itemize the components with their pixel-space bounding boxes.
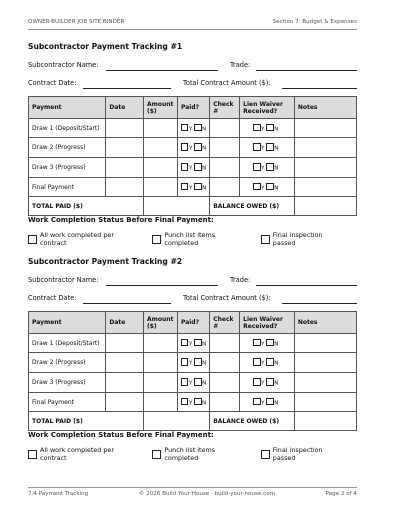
lien-waiver-cell [240,119,295,138]
notes-cell[interactable] [294,138,356,158]
paid-cell [177,138,209,158]
paid-cell [177,334,209,353]
notes-cell[interactable] [294,334,356,353]
total-paid-value[interactable] [143,197,209,216]
column-header: Payment [29,312,106,334]
lien-yes-checkbox[interactable] [253,339,261,347]
payment-label-cell: Draw 2 (Progress) [29,353,106,373]
no-label: N [274,400,279,407]
completion-item[interactable] [152,231,250,247]
lien-yes-checkbox[interactable] [253,143,261,151]
check-number-cell[interactable] [210,334,240,353]
contract-date-field[interactable] [83,88,171,89]
paid-cell [177,353,209,373]
date-cell[interactable] [106,178,144,197]
check-number-cell[interactable] [210,138,240,158]
subcontractor-name-label: Subcontractor Name: [28,61,99,69]
header-divider [28,29,357,30]
no-label: N [202,341,207,348]
yes-label: Y [188,380,193,387]
payment-label-cell: Draw 3 (Progress) [29,158,106,178]
notes-cell[interactable] [294,373,356,393]
total-contract-amount-field[interactable] [282,88,357,89]
yes-label: Y [261,165,265,172]
column-header: Notes [294,97,356,119]
check-number-cell[interactable] [210,158,240,178]
lien-no-checkbox[interactable] [266,143,274,151]
no-label: N [274,165,279,172]
contract-date-label: Contract Date: [28,294,77,302]
check-number-cell[interactable] [210,178,240,197]
no-label: N [274,145,279,152]
page-header [28,19,357,25]
header-section-title: Section 7: Budget & Expenses [272,19,357,25]
footer-section-label: 7.4 Payment Tracking [28,491,89,497]
lien-yes-checkbox[interactable] [253,124,261,132]
contract-row [28,79,357,91]
balance-owed-label: BALANCE OWED ($) [210,197,295,216]
date-cell[interactable] [106,353,144,373]
table-header-row [29,312,357,334]
completion-checklist [28,231,357,247]
date-cell[interactable] [106,334,144,353]
yes-label: Y [261,185,265,192]
column-header: Date [106,312,144,334]
subcontractor-name-label: Subcontractor Name: [28,276,99,284]
date-cell[interactable] [106,158,144,178]
no-label: N [274,360,279,367]
total-contract-amount-label: Total Contract Amount ($): [183,294,271,302]
lien-no-checkbox[interactable] [266,378,274,386]
table-row [29,353,357,373]
balance-owed-value[interactable] [294,197,356,216]
completion-checklist [28,446,357,462]
lien-waiver-cell [240,178,295,197]
check-number-cell[interactable] [210,119,240,138]
paid-cell [177,178,209,197]
payment-label-cell: Draw 1 (Deposit/Start) [29,119,106,138]
table-row [29,119,357,138]
yes-label: Y [188,126,193,133]
paid-no-checkbox[interactable] [194,378,202,386]
payment-label-cell: Draw 2 (Progress) [29,138,106,158]
lien-waiver-cell [240,353,295,373]
paid-cell [177,393,209,412]
paid-no-checkbox[interactable] [194,183,202,191]
yes-label: Y [188,185,193,192]
amount-cell[interactable] [143,119,177,138]
subcontractor-row [28,61,357,73]
completion-status-title: Work Completion Status Before Final Payment: [28,216,214,224]
paid-yes-checkbox[interactable] [181,339,189,347]
lien-waiver-cell [240,334,295,353]
lien-yes-checkbox[interactable] [253,398,261,406]
column-header: Payment [29,97,106,119]
lien-no-checkbox[interactable] [266,183,274,191]
balance-owed-value[interactable] [294,412,356,431]
notes-cell[interactable] [294,393,356,412]
table-row [29,158,357,178]
date-cell[interactable] [106,138,144,158]
amount-cell[interactable] [143,353,177,373]
amount-cell[interactable] [143,334,177,353]
notes-cell[interactable] [294,119,356,138]
check-number-cell[interactable] [210,353,240,373]
yes-label: Y [188,360,193,367]
trade-label: Trade: [230,276,251,284]
completion-checkbox[interactable] [28,450,37,459]
date-cell[interactable] [106,393,144,412]
no-label: N [202,380,207,387]
yes-label: Y [188,165,193,172]
check-number-cell[interactable] [210,373,240,393]
column-header: Date [106,97,144,119]
lien-waiver-cell [240,373,295,393]
column-header: Notes [294,312,356,334]
header-binder-title: OWNER-BUILDER JOB SITE BINDER [28,19,125,25]
paid-no-checkbox[interactable] [194,124,202,132]
lien-no-checkbox[interactable] [266,398,274,406]
lien-yes-checkbox[interactable] [253,358,261,366]
payment-table [28,96,357,216]
payment-label-cell: Draw 1 (Deposit/Start) [29,334,106,353]
paid-cell [177,158,209,178]
table-row [29,373,357,393]
paid-no-checkbox[interactable] [194,358,202,366]
column-header: Amount ($) [143,97,177,119]
no-label: N [202,165,207,172]
paid-yes-checkbox[interactable] [181,358,189,366]
payment-label-cell: Final Payment [29,178,106,197]
total-contract-amount-field[interactable] [282,303,357,304]
contract-date-field[interactable] [83,303,171,304]
amount-cell[interactable] [143,178,177,197]
payment-label-cell: Final Payment [29,393,106,412]
completion-item[interactable] [28,446,142,462]
paid-no-checkbox[interactable] [194,339,202,347]
footer-divider [28,487,357,488]
no-label: N [202,145,207,152]
completion-status-title: Work Completion Status Before Final Payment: [28,431,214,439]
table-row [29,393,357,412]
table-row [29,138,357,158]
lien-no-checkbox[interactable] [266,124,274,132]
table-header-row [29,97,357,119]
completion-item[interactable] [261,446,347,462]
lien-waiver-cell [240,393,295,412]
paid-yes-checkbox[interactable] [181,124,189,132]
completion-item-label: Punch list items completed [164,231,216,247]
paid-yes-checkbox[interactable] [181,163,189,171]
completion-item[interactable] [28,231,142,247]
no-label: N [202,185,207,192]
no-label: N [274,185,279,192]
yes-label: Y [261,145,265,152]
lien-yes-checkbox[interactable] [253,163,261,171]
column-header: Check # [210,312,240,334]
column-header: Amount ($) [143,312,177,334]
completion-item-label: Final inspection passed [272,231,323,247]
subcontractor-name-field[interactable] [106,285,218,286]
trade-field[interactable] [256,285,357,286]
lien-waiver-cell [240,138,295,158]
notes-cell[interactable] [294,158,356,178]
table-row [29,178,357,197]
no-label: N [274,126,279,133]
completion-item-label: Final inspection passed [272,446,323,462]
lien-yes-checkbox[interactable] [253,378,261,386]
yes-label: Y [188,145,193,152]
amount-cell[interactable] [143,393,177,412]
completion-checkbox[interactable] [261,235,270,244]
completion-checkbox[interactable] [152,450,161,459]
no-label: N [202,126,207,133]
completion-item-label: Punch list items completed [164,446,216,462]
yes-label: Y [261,360,265,367]
completion-checkbox[interactable] [28,235,37,244]
paid-cell [177,119,209,138]
contract-date-label: Contract Date: [28,79,77,87]
footer-copyright: © 2026 Build Your House · build-your-house.com [138,491,276,497]
trade-label: Trade: [230,61,251,69]
contract-row [28,294,357,306]
no-label: N [202,360,207,367]
column-header: Lien Waiver Received? [240,312,295,334]
completion-item[interactable] [152,446,250,462]
total-paid-label: TOTAL PAID ($) [29,412,144,431]
column-header: Check # [210,97,240,119]
amount-cell[interactable] [143,138,177,158]
column-header: Lien Waiver Received? [240,97,295,119]
total-paid-value[interactable] [143,412,209,431]
check-number-cell[interactable] [210,393,240,412]
paid-cell [177,373,209,393]
completion-item-label: All work completed per contract [39,231,114,247]
notes-cell[interactable] [294,353,356,373]
payment-table [28,311,357,431]
completion-item[interactable] [261,231,347,247]
date-cell[interactable] [106,373,144,393]
paid-no-checkbox[interactable] [194,143,202,151]
lien-no-checkbox[interactable] [266,339,274,347]
paid-yes-checkbox[interactable] [181,378,189,386]
lien-no-checkbox[interactable] [266,163,274,171]
yes-label: Y [261,400,265,407]
payment-label-cell: Draw 3 (Progress) [29,373,106,393]
yes-label: Y [261,380,265,387]
table-row [29,334,357,353]
total-paid-label: TOTAL PAID ($) [29,197,144,216]
paid-no-checkbox[interactable] [194,398,202,406]
lien-waiver-cell [240,158,295,178]
page-footer [28,491,357,497]
lien-yes-checkbox[interactable] [253,183,261,191]
column-header: Paid? [177,312,209,334]
balance-owed-label: BALANCE OWED ($) [210,412,295,431]
trade-field[interactable] [256,70,357,71]
yes-label: Y [188,400,193,407]
yes-label: Y [261,341,265,348]
completion-checkbox[interactable] [261,450,270,459]
completion-item-label: All work completed per contract [39,446,114,462]
completion-checkbox[interactable] [152,235,161,244]
totals-row [29,197,357,216]
column-header: Paid? [177,97,209,119]
paid-yes-checkbox[interactable] [181,143,189,151]
total-contract-amount-label: Total Contract Amount ($): [183,79,271,87]
no-label: N [274,380,279,387]
no-label: N [274,341,279,348]
yes-label: Y [261,126,265,133]
yes-label: Y [188,341,193,348]
totals-row [29,412,357,431]
amount-cell[interactable] [143,158,177,178]
date-cell[interactable] [106,119,144,138]
section-title: Subcontractor Payment Tracking #1 [28,42,183,51]
no-label: N [202,400,207,407]
section-title: Subcontractor Payment Tracking #2 [28,257,183,266]
subcontractor-row [28,276,357,288]
paid-no-checkbox[interactable] [194,163,202,171]
lien-no-checkbox[interactable] [266,358,274,366]
notes-cell[interactable] [294,178,356,197]
amount-cell[interactable] [143,373,177,393]
paid-yes-checkbox[interactable] [181,398,189,406]
footer-page-number: Page 2 of 4 [325,491,357,497]
paid-yes-checkbox[interactable] [181,183,189,191]
subcontractor-name-field[interactable] [106,70,218,71]
